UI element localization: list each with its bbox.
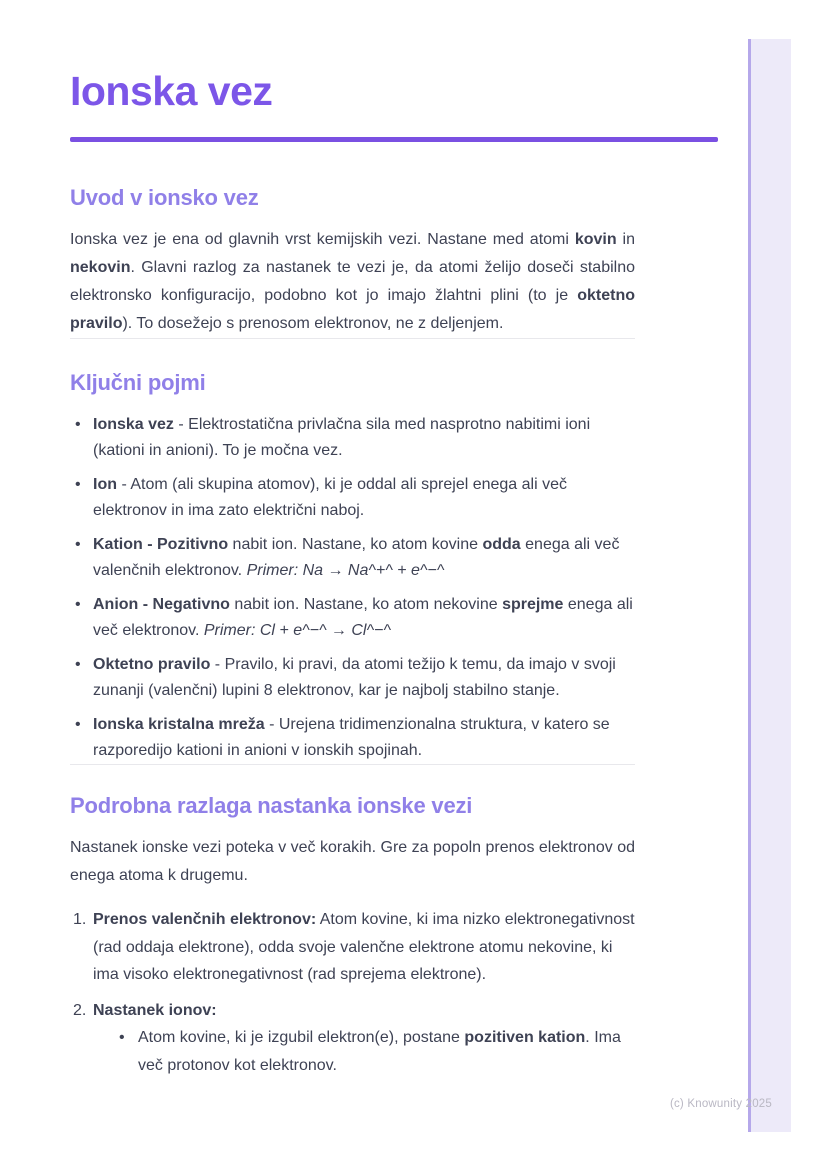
- bullet-marker: •: [75, 416, 81, 433]
- key-terms-list: [70, 412, 635, 764]
- key-term-text: Ionska vez - Elektrostatična privlačna sila med nasprotno nabitimi ioni (kationi in anioni). To je močna vez.: [93, 416, 591, 459]
- intro-paragraph: Ionska vez je ena od glavnih vrst kemijskih vezi. Nastane med atomi kovin in nekovin. Glavni razlog za nastanek te vezi je, da atomi želijo doseči stabilno elektronsko konfiguracijo, podobno kot jo imajo žlahtni plini (to je oktetno pravilo). To dosežejo s prenosom elektronov, ne z deljenjem.: [70, 231, 635, 332]
- key-term-item: [70, 712, 635, 764]
- section-divider: [70, 338, 635, 339]
- razlaga-paragraph: Nastanek ionske vezi poteka v več korakih. Gre za popoln prenos elektronov od enega atoma k drugemu.: [70, 839, 635, 884]
- bullet-marker: •: [75, 716, 81, 733]
- key-term-text: Oktetno pravilo - Pravilo, ki pravi, da atomi težijo k temu, da imajo v svoji zunanji (valenčni) lupini 8 elektronov, kar je najbolj stabilno stanje.: [93, 656, 616, 699]
- step-sub-text: Atom kovine, ki je izgubil elektron(e), postane pozitiven kation. Ima več protonov kot elektronov.: [138, 1029, 621, 1074]
- page-title: Ionska vez: [70, 68, 273, 114]
- bullet-marker: •: [119, 1029, 125, 1046]
- section-heading-uvod: Uvod v ionsko vez: [70, 185, 259, 210]
- copyright-footer: (c) Knowunity 2025: [669, 1098, 772, 1110]
- key-term-item: [70, 592, 635, 644]
- bullet-marker: •: [75, 536, 81, 553]
- key-term-text: Kation - Pozitivno nabit ion. Nastane, ko atom kovine odda enega ali več valenčnih elektronov. Primer: Na → Na^+^ + e^−^: [93, 536, 620, 579]
- section-heading-razlaga: Podrobna razlaga nastanka ionske vezi: [70, 793, 473, 818]
- step-item: [70, 997, 635, 1080]
- page-margin-strip: [748, 39, 791, 1132]
- title-underline: [70, 137, 718, 142]
- bullet-marker: •: [75, 596, 81, 613]
- section-heading-pojmi: Ključni pojmi: [70, 370, 206, 395]
- key-term-text: Ionska kristalna mreža - Urejena tridimenzionalna struktura, v katero se razporedijo kationi in anioni v ionskih spojinah.: [93, 716, 610, 759]
- key-term-text: Anion - Negativno nabit ion. Nastane, ko atom nekovine sprejme enega ali več elektronov. Primer: Cl + e^−^ → Cl^−^: [93, 596, 633, 639]
- step-sub-item: [115, 1024, 635, 1079]
- key-term-item: [70, 652, 635, 704]
- key-term-text: Ion - Atom (ali skupina atomov), ki je oddal ali sprejel enega ali več elektronov in ima zato električni naboj.: [93, 476, 567, 519]
- step-text: Prenos valenčnih elektronov: Atom kovine, ki ima nizko elektronegativnost (rad oddaja elektrone), odda svoje valenčne elektrone atomu nekovine, ki ima visoko elektronegativnost (rad sprejema elektrone).: [93, 911, 635, 983]
- document-content: [70, 68, 635, 1087]
- key-term-item: [70, 532, 635, 584]
- key-term-item: [70, 412, 635, 464]
- step-text: Nastanek ionov:: [93, 1001, 217, 1019]
- key-term-item: [70, 472, 635, 524]
- step-sub-list: [115, 1024, 635, 1079]
- step-number: 1.: [73, 911, 87, 928]
- steps-list: [70, 906, 635, 1079]
- step-number: 2.: [73, 1001, 87, 1019]
- step-item: [70, 906, 635, 989]
- bullet-marker: •: [75, 656, 81, 673]
- section-divider: [70, 764, 635, 765]
- bullet-marker: •: [75, 476, 81, 493]
